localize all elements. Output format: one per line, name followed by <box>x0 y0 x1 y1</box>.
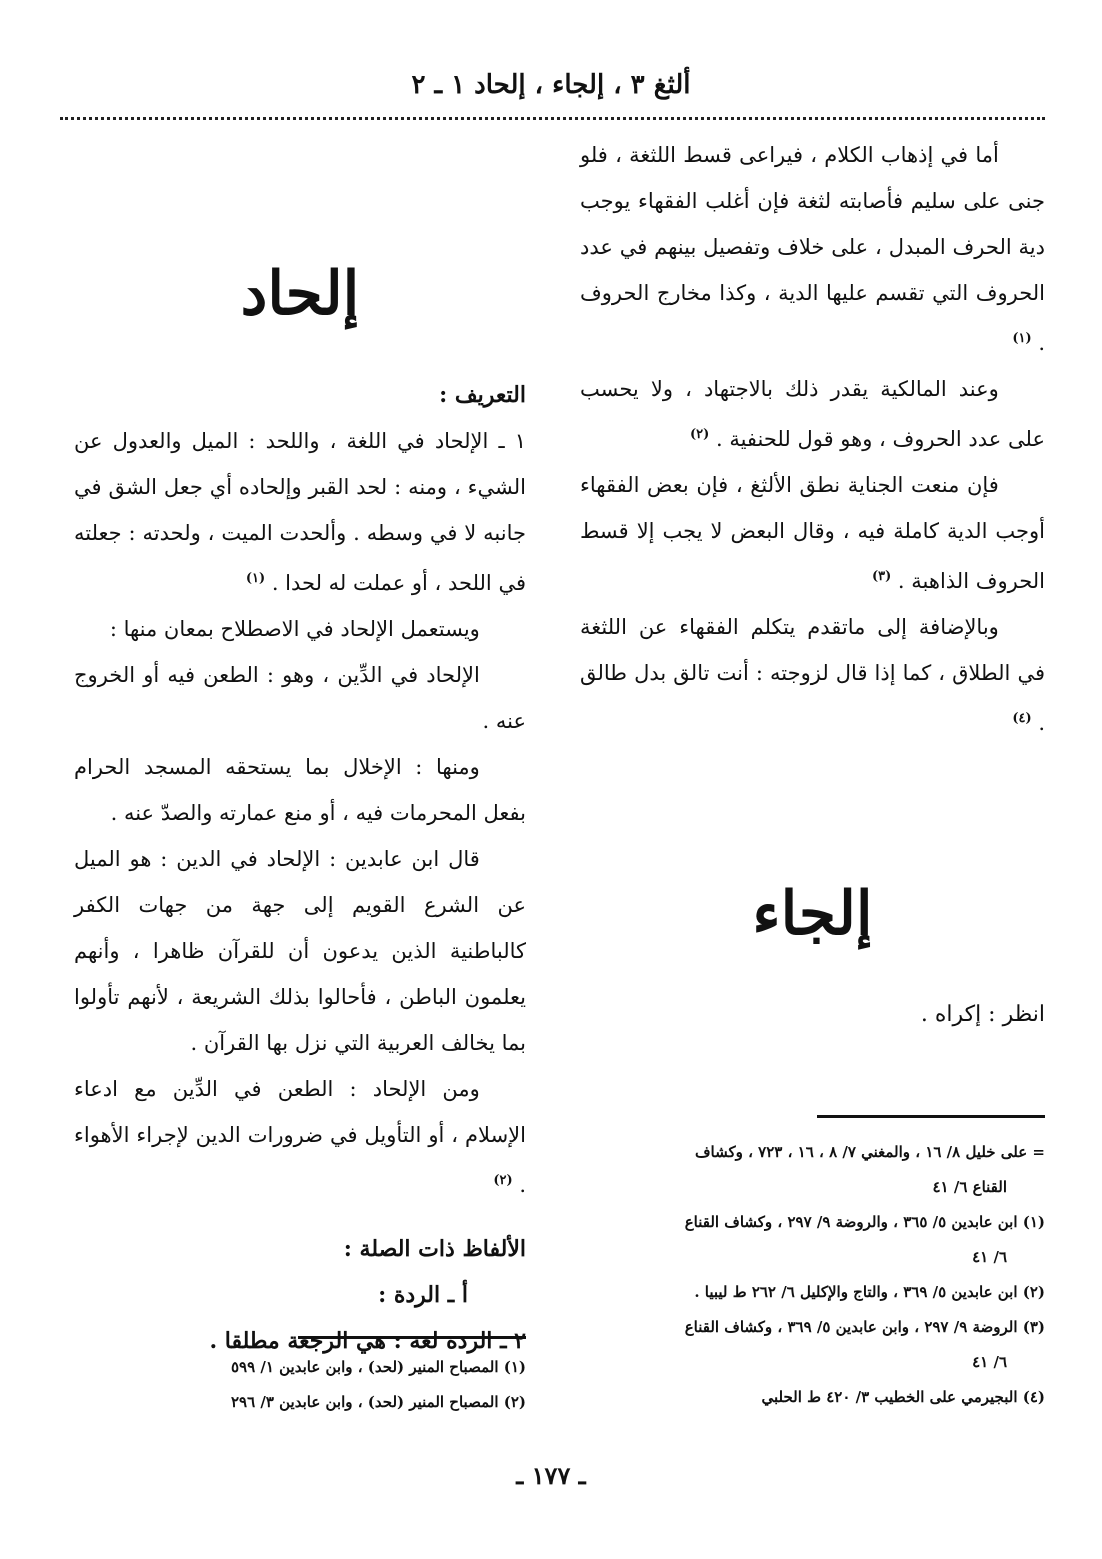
paragraph: ومن الإلحاد : الطعن في الدِّين مع ادعاء الإسلام ، أو التأويل في ضرورات الدين لإجراء الأهواء . $^{(٢)}$ <box>74 1077 526 1197</box>
footnote-ref: (١) <box>1012 331 1032 346</box>
running-title: ألثغ ٣ ، إلجاء ، إلحاد ١ ـ ٢ <box>411 70 691 100</box>
article-title-ilhad: إلحاد <box>240 259 360 329</box>
footnote-ref: (٢) <box>493 1173 513 1188</box>
paragraph: ومنها : الإخلال بما يستحقه المسجد الحرام بفعل المحرمات فيه ، أو منع عمارته والصدّ عنه . <box>74 755 526 825</box>
footnote-line: (٤) البجيرمي على الخطيب ٣/ ٤٢٠ ط الحلبي <box>761 1388 1045 1406</box>
left-column <box>74 132 526 1364</box>
footnote-line: = على خليل ٨/ ١٦ ، والمغني ٧/ ٨ ، ١٦ ، ٧٢٣ ، وكشاف <box>695 1143 1045 1161</box>
related-terms-heading: الألفاظ ذات الصلة : <box>343 1236 526 1262</box>
footnote-ref: (١) <box>245 571 266 586</box>
footnote-line: (١) المصباح المنير (لحد) ، وابن عابدين ١/ ٥٩٩ <box>230 1358 526 1376</box>
paragraph: فإن منعت الجناية نطق الألثغ ، فإن بعض الفقهاء أوجب الدية كاملة فيه ، وقال البعض لا يجب إلا قسط الحروف الذاهبة . $^{(٣)}$ <box>580 473 1045 593</box>
paragraph: ١ ـ الإلحاد في اللغة ، واللحد : الميل والعدول عن الشيء ، ومنه : لحد القبر وإلحاده أي جعل الشق في جانبه لا في وسطه . وألحدت الميت ، ولحدته : جعلته في اللحد ، أو عملت له لحدا . $^{(١)}$ <box>74 429 526 595</box>
definition-heading: التعريف : <box>439 382 526 408</box>
paragraph: الإلحاد في الدِّين ، وهو : الطعن فيه أو الخروج عنه . <box>74 663 526 733</box>
footnote-line: ٦/ ٤١ <box>972 1248 1007 1266</box>
footnote-line: القناع ٦/ ٤١ <box>932 1178 1007 1196</box>
footnote-ref: (٢) <box>689 427 710 442</box>
paragraph: قال ابن عابدين : الإلحاد في الدين : هو الميل عن الشرع القويم إلى جهة من جهات الكفر كالباطنية الذين يدعون أن للقرآن ظاهرا ، وأنهم يعلمون الباطن ، فأحالوا بذلك الشريعة ، لأنهم تأولوا بما يخالف العربية التي نزل بها القرآن . <box>74 847 526 1055</box>
footnote-ref: (٣) <box>871 569 892 584</box>
page-number: ـ ١٧٧ ـ <box>516 1461 586 1490</box>
footnote-divider <box>817 1115 1045 1118</box>
footnote-line: (١) ابن عابدين ٥/ ٣٦٥ ، والروضة ٩/ ٢٩٧ ، وكشاف القناع <box>684 1213 1045 1231</box>
footnote-line: (٢) المصباح المنير (لحد) ، وابن عابدين ٣/ ٢٩٦ <box>230 1393 526 1411</box>
footnote-line: ٦/ ٤١ <box>972 1353 1007 1371</box>
article-title-iljaa: إلجاء <box>752 879 873 949</box>
paragraph: ويستعمل الإلحاد في الاصطلاح بمعان منها : <box>109 617 480 641</box>
see-also-text: انظر : إكراه . <box>920 1002 1045 1027</box>
footnote-divider <box>298 1336 526 1339</box>
related-subheading: أ ـ الردة : <box>378 1282 468 1308</box>
left-footnotes <box>74 1350 526 1420</box>
paragraph: أما في إذهاب الكلام ، فيراعى قسط اللثغة ، فلو جنى على سليم فأصابته لثغة فإن أغلب الفقهاء يوجب دية الحرف المبدل ، على خلاف وتفصيل بينهم في عدد الحروف التي تقسم عليها الدية ، وكذا مخارج الحروف . $^{(١)}$ <box>580 143 1045 355</box>
footnote-line: (٢) ابن عابدين ٥/ ٣٦٩ ، والتاج والإكليل ٦/ ٢٦٢ ط ليبيا . <box>694 1283 1045 1301</box>
related-definition: ٢ ـ الردة لغة : هي الرجعة مطلقا . <box>209 1328 526 1354</box>
right-footnotes <box>580 1135 1045 1415</box>
footnote-line: (٣) الروضة ٩/ ٢٩٧ ، وابن عابدين ٥/ ٣٦٩ ، وكشاف القناع <box>684 1318 1045 1336</box>
header-dotted-divider <box>60 117 1045 120</box>
paragraph: وبالإضافة إلى ماتقدم يتكلم الفقهاء عن اللثغة في الطلاق ، كما إذا قال لزوجته : أنت تالق بدل طالق . $^{(٤)}$ <box>580 615 1045 735</box>
right-column <box>580 132 1045 1038</box>
footnote-ref: (٤) <box>1012 711 1032 726</box>
paragraph: وعند المالكية يقدر ذلك بالاجتهاد ، ولا يحسب على عدد الحروف ، وهو قول للحنفية . $^{(٢)}$ <box>580 377 1045 451</box>
